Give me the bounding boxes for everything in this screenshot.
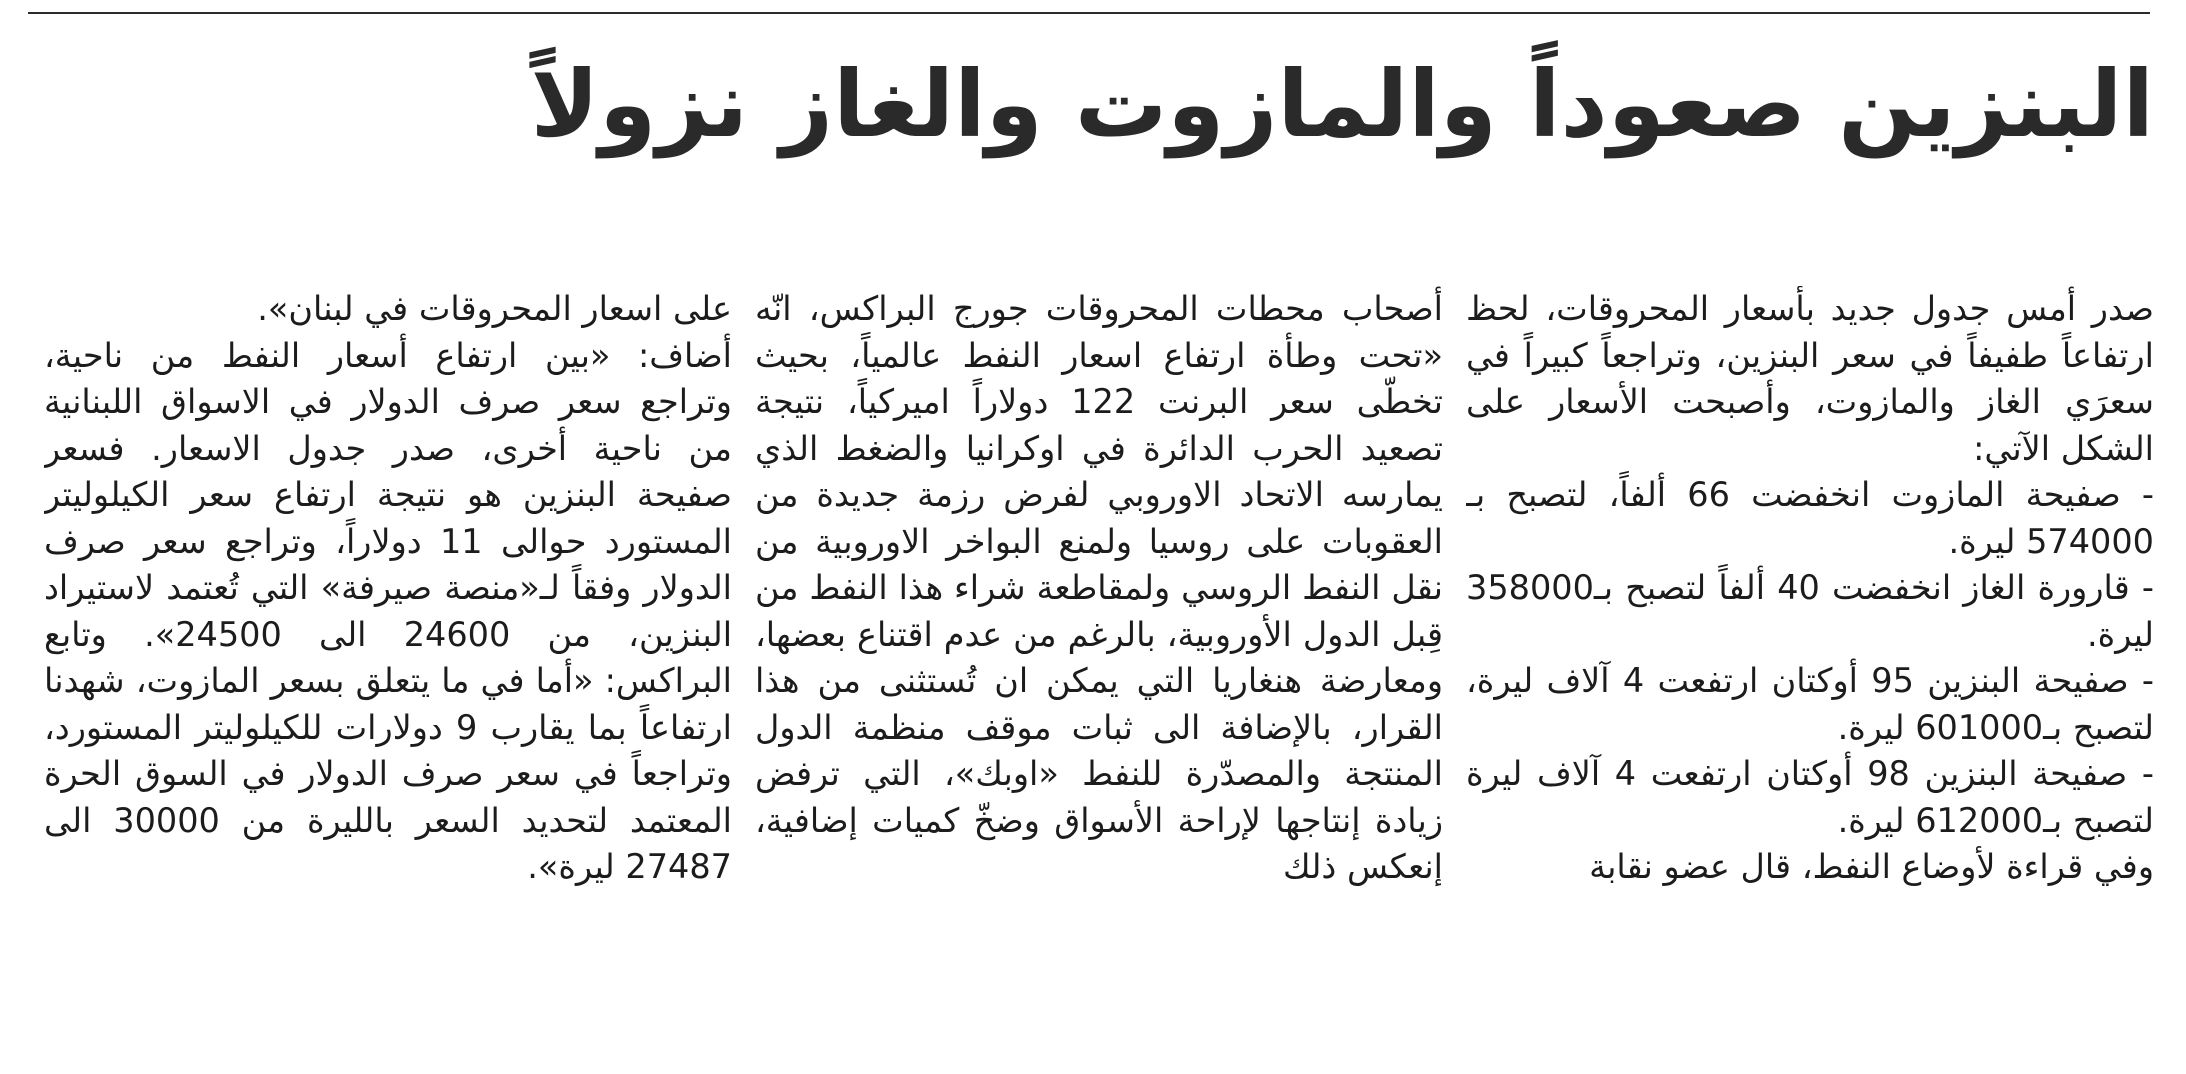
- article-columns: [44, 286, 2154, 986]
- paragraph: أضاف: «بين ارتفاع أسعار النفط من ناحية، وتراجع سعر صرف الدولار في الاسواق اللبنانية من ناحية أخرى، صدر جدول الاسعار. فسعر صفيحة البنزين هو نتيجة ارتفاع سعر الكيلوليتر المستورد حوالى 11 دولاراً، وتراجع سعر صرف الدولار وفقاً لـ«منصة صيرفة» التي تُعتمد لاستيراد البنزين، من 24600 الى 24500». وتابع البراكس: «أما في ما يتعلق بسعر المازوت، شهدنا ارتفاعاً بما يقارب 9 دولارات للكيلوليتر المستورد، وتراجعاً في سعر صرف الدولار في السوق الحرة المعتمد لتحديد السعر بالليرة من 30000 الى 27487 ليرة».: [44, 335, 732, 886]
- paragraph: - صفيحة البنزين 98 أوكتان ارتفعت 4 آلاف ليرة لتصبح بـ612000 ليرة.: [1466, 754, 2154, 840]
- paragraph: - صفيحة المازوت انخفضت 66 ألفاً، لتصبح بـ 574000 ليرة.: [1466, 475, 2154, 561]
- paragraph: صدر أمس جدول جديد بأسعار المحروقات، لحظ ارتفاعاً طفيفاً في سعر البنزين، وتراجعاً كبيراً في سعرَي الغاز والمازوت، وأصبحت الأسعار على الشكل الآتي:: [1466, 289, 2154, 468]
- article-column-3: [44, 286, 732, 986]
- headline: البنزين صعوداً والمازوت والغاز نزولاً: [530, 51, 2154, 158]
- top-rule: [28, 12, 2150, 14]
- paragraph: وفي قراءة لأوضاع النفط، قال عضو نقابة: [1589, 847, 2154, 886]
- paragraph: - قارورة الغاز انخفضت 40 ألفاً لتصبح بـ358000 ليرة.: [1466, 568, 2154, 654]
- article-column-2: [755, 286, 1443, 986]
- paragraph: أصحاب محطات المحروقات جورج البراكس، انّه «تحت وطأة ارتفاع اسعار النفط عالمياً، بحيث تخطّى سعر البرنت 122 دولاراً اميركياً، نتيجة تصعيد الحرب الدائرة في اوكرانيا والضغط الذي يمارسه الاتحاد الاوروبي لفرض رزمة جديدة من العقوبات على روسيا ولمنع البواخر الاوروبية من نقل النفط الروسي ولمقاطعة شراء هذا النفط من قِبل الدول الأوروبية، بالرغم من عدم اقتناع بعضها، ومعارضة هنغاريا التي يمكن ان تُستثنى من هذا القرار، بالإضافة الى ثبات موقف منظمة الدول المنتجة والمصدّرة للنفط «اوبك»، التي ترفض زيادة إنتاجها لإراحة الأسواق وضخّ كميات إضافية، إنعكس ذلك: [755, 289, 1443, 886]
- paragraph: - صفيحة البنزين 95 أوكتان ارتفعت 4 آلاف ليرة، لتصبح بـ601000 ليرة.: [1466, 661, 2154, 747]
- article-column-1: [1466, 286, 2154, 986]
- paragraph: على اسعار المحروقات في لبنان».: [257, 289, 732, 328]
